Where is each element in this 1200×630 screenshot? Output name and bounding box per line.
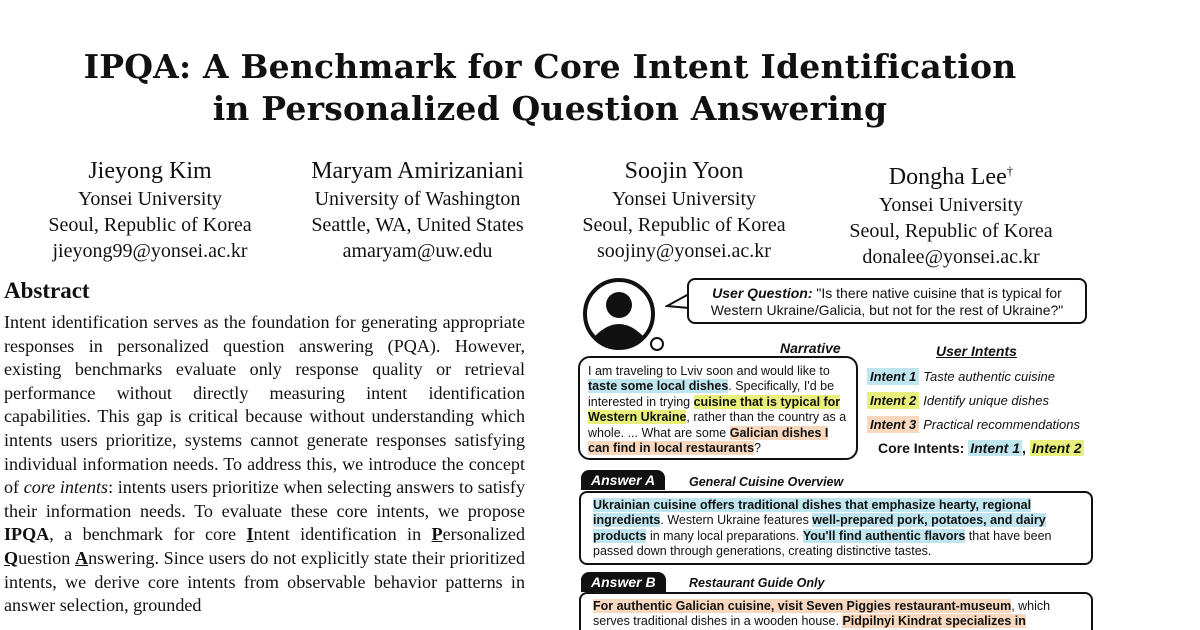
author-location: Seoul, Republic of Korea [582, 214, 786, 236]
answer-a-subtitle: General Cuisine Overview [689, 475, 844, 489]
answer-text: that have been passed down through generations, creating distinctive tastes. [593, 528, 1052, 559]
author-block [570, 156, 798, 264]
abstract-text: uestion [18, 547, 76, 568]
author-email[interactable]: donalee@yonsei.ac.kr [862, 246, 1040, 268]
author-location: Seoul, Republic of Korea [849, 220, 1053, 242]
intent-text: Identify unique dishes [923, 393, 1049, 408]
author-email[interactable]: amaryam@uw.edu [342, 240, 493, 262]
author-affiliation: Yonsei University [878, 194, 1024, 216]
core-intent-separator: , [1022, 440, 1026, 456]
abstract-body [4, 311, 525, 618]
narrative-highlight: taste some local dishes [588, 379, 729, 394]
answer-highlight: Ukrainian cuisine offers traditional dishes that emphasize hearty, regional ingredients [593, 498, 1032, 528]
answer-highlight: well-prepared pork, potatoes, and dairy products [593, 513, 1046, 543]
answer-text: in many local preparations. [646, 528, 803, 543]
core-intents-label: Core Intents: [878, 440, 965, 456]
user-intents-label: User Intents [936, 343, 1017, 359]
title-line-1: IPQA: A Benchmark for Core Intent Identification [83, 47, 1017, 86]
abstract-text: Intent identification serves as the foundation for generating appropriate responses in personalized question answering (PQA). However, existing benchmarks evaluate only response quality or retrieval performance without directly measuring intent identification capabilities. This gap is critical because without understanding which intents users prioritize, systems cannot generate responses satisfying individual information needs. To address this, we introduce the concept of [4, 312, 525, 498]
core-intent-tag: Intent 2 [1031, 440, 1082, 456]
author-block [837, 156, 1065, 270]
intent-row [867, 392, 1049, 410]
teaser-figure [575, 270, 1100, 630]
narrative-text: . Specifically, I'd be interested in trying [588, 379, 835, 409]
acronym-letter: P [431, 524, 443, 545]
answer-b-subtitle: Restaurant Guide Only [689, 576, 825, 590]
author-name: Soojin Yoon [624, 158, 744, 184]
narrative-bubble [578, 356, 858, 460]
intent-text: Practical recommendations [923, 417, 1081, 432]
intent-row [867, 368, 1055, 386]
answer-text: . Western Ukraine features [660, 513, 813, 528]
corresponding-mark: † [1006, 163, 1014, 178]
abstract-text: identification in [300, 524, 432, 545]
answer-a-box [579, 491, 1093, 565]
author-name: Maryam Amirizaniani [311, 158, 524, 184]
acronym-letter: I [246, 524, 254, 545]
answer-b-box [579, 592, 1093, 630]
answer-highlight: Pidpilnyi Kindrat specializes in [842, 614, 1026, 629]
benchmark-name: IPQA [4, 524, 50, 545]
abstract-emphasis: core intents [23, 477, 109, 498]
intent-text: Taste authentic cuisine [923, 369, 1056, 384]
intent-row [867, 416, 1080, 434]
author-affiliation: Yonsei University [77, 188, 223, 210]
user-question-text: "Is there native cuisine that is typical for Western Ukraine/Galicia, but not for the rest of Ukraine?" [710, 285, 1064, 318]
user-question-label: User Question: [712, 285, 813, 301]
author-name [837, 156, 1065, 192]
abstract-text: nswering [88, 547, 155, 568]
abstract-text: ntent [253, 524, 290, 545]
acronym-letter: Q [4, 547, 19, 568]
answer-b-tab: Answer B [581, 572, 666, 592]
narrative-label: Narrative [780, 340, 841, 356]
title-line-2: in Personalized Question Answering [212, 89, 888, 128]
author-location: Seattle, WA, United States [311, 214, 524, 236]
narrative-text: I am traveling to Lviv soon and would like to [588, 364, 830, 378]
abstract-heading: Abstract [4, 278, 90, 303]
user-question-bubble [687, 278, 1087, 324]
narrative-text: , rather than the country as a whole. ... What are some [588, 410, 847, 440]
intent-tag: Intent 1 [867, 368, 919, 385]
author-email[interactable]: jieyong99@yonsei.ac.kr [52, 240, 248, 262]
author-affiliation: University of Washington [314, 188, 521, 210]
author-block [45, 156, 255, 264]
narrative-text: ? [754, 441, 761, 456]
abstract-text: ersonalized [442, 524, 525, 545]
narrative-highlight: cuisine that is typical for Western Ukraine [588, 394, 841, 425]
narrative-highlight: Galician dishes I can find in local restaurants [588, 425, 829, 456]
author-block [290, 156, 545, 264]
intent-tag: Intent 2 [867, 392, 919, 409]
author-name-text: Dongha Lee [888, 164, 1007, 190]
answer-highlight: You'll find authentic flavors [802, 528, 966, 543]
core-intent-tag: Intent 1 [970, 440, 1021, 456]
intent-tag: Intent 3 [867, 416, 919, 433]
core-intents [878, 440, 1084, 456]
author-name: Jieyong Kim [88, 158, 212, 184]
answer-a-tab: Answer A [581, 470, 665, 490]
answer-text: , which serves traditional dishes in a wooden house. [593, 599, 1051, 629]
author-location: Seoul, Republic of Korea [48, 214, 252, 236]
abstract-text: . Since users do not explicitly state their prioritized intents, we derive core intents from observable behavior patterns in answer selection, grounded [4, 547, 525, 616]
abstract-text: , a benchmark for core [49, 524, 247, 545]
answer-highlight: For authentic Galician cuisine, visit Seven Piggies restaurant-museum [593, 599, 1012, 613]
abstract-text: : intents users prioritize when selecting answers to satisfy their information needs. To evaluate these core intents, we propose [4, 477, 525, 521]
acronym-letter: A [75, 547, 89, 568]
author-email[interactable]: soojiny@yonsei.ac.kr [597, 240, 771, 262]
author-affiliation: Yonsei University [611, 188, 757, 210]
paper-title [0, 46, 1100, 130]
